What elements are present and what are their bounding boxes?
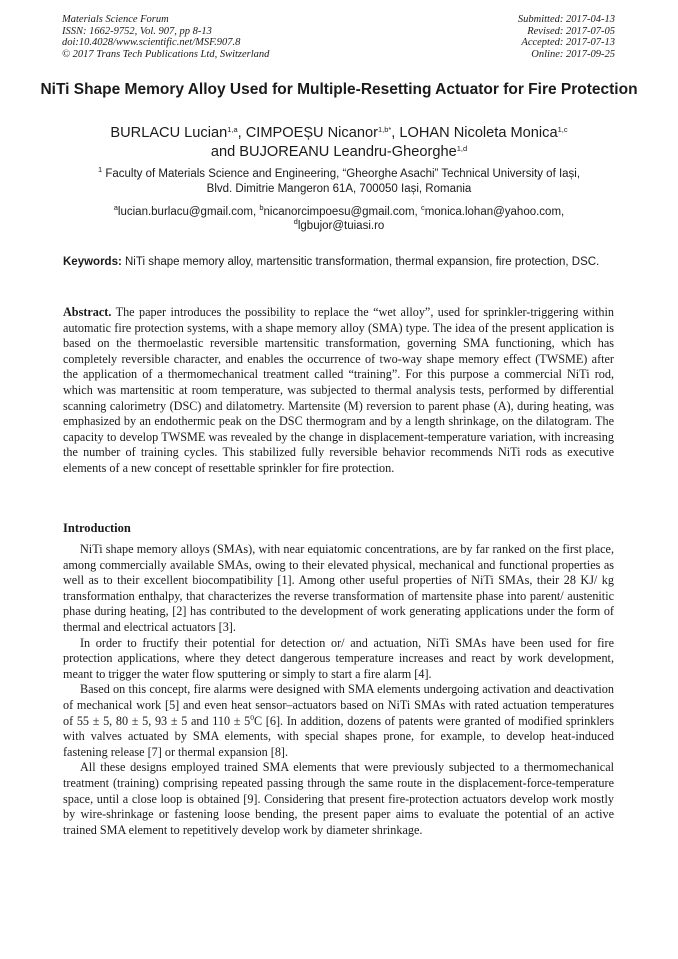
author-affiliation-mark: 1,a bbox=[227, 125, 238, 134]
author-name: BURLACU Lucian bbox=[110, 125, 228, 141]
email-mark: d bbox=[293, 217, 298, 226]
author-name: CIMPOEȘU Nicanor bbox=[245, 125, 378, 141]
publication-dates bbox=[518, 14, 615, 60]
abstract-text: The paper introduces the possibility to replace the “wet alloy”, used for sprinkler-triggering within automatic fire protection systems, with a shape memory alloy (SMA) type. The idea of the present application is based on the thermoelastic reversible martensitic transformation, governing SMA functioning, which has completely reversible character, and enables the occurrence of two-way shape memory effect (TWSME) after the application of a thermomechanical treatment called “training”. For this purpose a commercial NiTi rod, which was martensitic at room temperature, was subjected to thermal analysis tests, performed by differential scanning calorimetry (DSC) and dilatometry. Martensite (M) reversion to parent phase (A), during heating, was emphasized by an endothermic peak on the DSC thermogram and by a length shrinkage, on the dilatogram. The capacity to develop TWSME was revealed by the change in displacement-temperature variation, with increasing the number of training cycles. This stabilized fully reversible behavior recommends NiTi rods as executive elements of a new concept of resettable sprinkler for fire protection. bbox=[63, 305, 615, 475]
abstract bbox=[63, 305, 614, 477]
paragraph: All these designs employed trained SMA elements that were previously subjected to a thermomechanical treatment (training) comprising repeated passing through the same route in the displacement-force-temperature space, until a close loop is obtained [9]. Considering that present fire-protection actuators develop work mostly by wire-shrinkage or fastening loose bending, the present paper aims to evaluate the potential of an active trained SMA element to repetitively develop work by diameter shrinkage. bbox=[63, 760, 614, 837]
abstract-label: Abstract. bbox=[63, 305, 112, 319]
email-link[interactable]: nicanorcimpoesu@gmail.com, bbox=[263, 206, 418, 218]
affiliation bbox=[40, 167, 638, 197]
affiliation-line-1: $^1$ Faculty of Materials Science and Engineering, “Gheorghe Asachi” Technical University of Iași, bbox=[97, 165, 581, 180]
introduction-body bbox=[63, 542, 614, 838]
keywords-label: Keywords: bbox=[63, 256, 122, 268]
keywords-text: NiTi shape memory alloy, martensitic transformation, thermal expansion, fire protection, DSC. bbox=[125, 256, 600, 268]
author-affiliation-mark: 1,c bbox=[557, 125, 568, 134]
email-line-2 bbox=[40, 219, 638, 233]
journal-info bbox=[62, 14, 269, 60]
author-line-2 bbox=[40, 143, 638, 162]
paragraph: NiTi shape memory alloys (SMAs), with near equiatomic concentrations, are by far ranked on the first place, among commercially available SMAs, owing to their elevated physical, mechanical and functional properties as well as to their excellent biocompatibility [1]. Among other useful properties of NiTi SMAs, their 28 KJ/ kg transformation enthalpy, that characterizes the reverse transformation of martensite phase into parent/ austenitic phase during heating, [2] has contributed to the development of work generating applications under the form of thermal and electrical actuators [3]. bbox=[63, 542, 614, 634]
email-mark: a bbox=[113, 203, 118, 212]
date-accepted: Accepted: 2017-07-13 bbox=[521, 37, 615, 48]
email-link[interactable]: lgbujor@tuiasi.ro bbox=[297, 220, 385, 232]
date-online: Online: 2017-09-25 bbox=[531, 48, 615, 60]
journal-doi[interactable]: doi:10.4028/www.scientific.net/MSF.907.8 bbox=[62, 37, 241, 48]
email-mark: c bbox=[420, 203, 425, 212]
author-affiliation-mark: 1,d bbox=[456, 144, 468, 153]
degree-mark: 0 bbox=[250, 712, 254, 722]
author-conjunction: and bbox=[210, 144, 236, 160]
section-heading-introduction: Introduction bbox=[63, 521, 131, 535]
paragraph: Based on this concept, fire alarms were designed with SMA elements undergoing activation and deactivation of mechanical work [5] and even heat sensor–actuators based on NiTi SMAs with rated actuation temperatures of 55 ± 5, 80 ± 5, 93 ± 5 and $110 \pm 5^0C$ [6]. In addition, dozens of patents were granted of modified sprinklers with valves actuated by SMA elements, with special shapes prone, for example, to develop heat-induced fastening release [7] or thermal expansion [8]. bbox=[63, 682, 614, 759]
email-link[interactable]: lucian.burlacu@gmail.com, bbox=[117, 206, 257, 218]
journal-name: Materials Science Forum bbox=[62, 14, 169, 25]
paragraph: In order to fructify their potential for detection or/ and actuation, NiTi SMAs have been used for fire protection applications, where they detect dangerous temperature increases and react by work development, meant to trigger the water flow sputtering or simply to start a fire alarm [4]. bbox=[63, 635, 614, 681]
paper-title: NiTi Shape Memory Alloy Used for Multiple-Resetting Actuator for Fire Protection bbox=[40, 81, 638, 98]
author-name: BUJOREANU Leandru-Gheorghe bbox=[239, 144, 457, 160]
author-line-1: BURLACU Lucian$^{1,a}$, CIMPOEȘU Nicanor$^{1,b*}$, LOHAN Nicoleta Monica$^{1,c}$ bbox=[110, 125, 568, 141]
author-affiliation-mark: 1,b* bbox=[377, 125, 392, 134]
journal-issn: ISSN: 1662-9752, Vol. 907, pp 8-13 bbox=[62, 25, 212, 37]
email-line-1 bbox=[40, 205, 638, 219]
date-submitted: Submitted: 2017-04-13 bbox=[517, 14, 615, 25]
author-name: LOHAN Nicoleta Monica bbox=[399, 125, 558, 141]
author-list bbox=[40, 124, 638, 162]
journal-copyright: © 2017 Trans Tech Publications Ltd, Switzerland bbox=[62, 48, 270, 60]
keywords bbox=[63, 255, 614, 270]
affiliation-mark: 1 bbox=[97, 165, 103, 174]
author-emails bbox=[40, 205, 638, 233]
email-link[interactable]: monica.lohan@yahoo.com, bbox=[424, 206, 565, 218]
affiliation-line-2: Blvd. Dimitrie Mangeron 61A, 700050 Iași, Romania bbox=[206, 183, 472, 195]
email-mark: b bbox=[259, 203, 264, 212]
date-revised: Revised: 2017-07-05 bbox=[527, 25, 615, 37]
